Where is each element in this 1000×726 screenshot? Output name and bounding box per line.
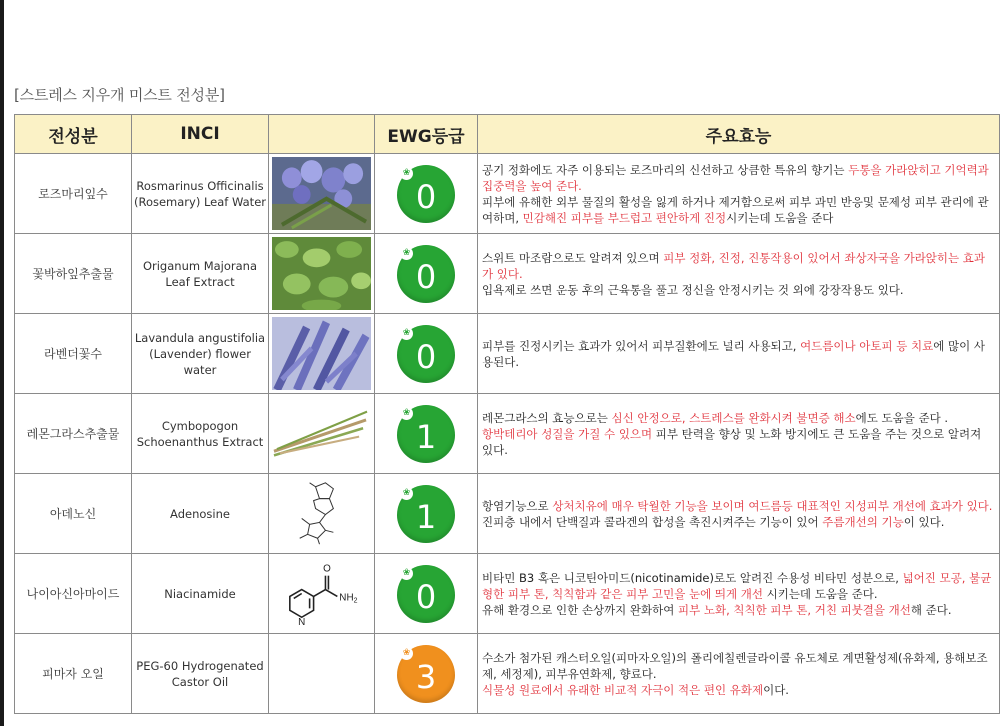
effect-highlight: 항박테리아 성질을 가질 수 있으며 [482, 426, 653, 441]
inci-line: Niacinamide [164, 586, 236, 601]
effect-highlight: 주름개선의 기능 [822, 514, 904, 529]
effect-text: 피부 탄력을 향상 및 노화 방지에도 큰 도움을 주는 것으로 알려져 있다. [482, 426, 982, 457]
effect-text: 에도 도움을 준다 . [855, 410, 949, 425]
ewg-grade-cell [375, 154, 478, 234]
effect-highlight: 피부 노화, 칙칙한 피부 톤, 거친 피붓결을 개선 [678, 602, 911, 617]
effect-text: 시키는데 도움을 준다 [726, 210, 834, 225]
header-image [269, 115, 375, 154]
ewg-grade: 3 [415, 657, 437, 696]
ewg-badge [397, 645, 455, 703]
ingredient-name: 꽃박하잎추출물 [15, 234, 132, 314]
ewg-grade: 0 [415, 177, 437, 216]
marjoram-image [272, 237, 371, 310]
ewg-badge [397, 325, 455, 383]
leaf-icon: ❀ [400, 487, 413, 500]
effect-text: 유해 환경으로 인한 손상까지 완화하여 [482, 602, 679, 617]
inci-name [132, 154, 269, 234]
effect-cell [478, 394, 1000, 474]
ewg-badge [397, 245, 455, 303]
effect-text: 공기 정화에도 자주 이용되는 로즈마리의 신선하고 상큼한 특유의 향기는 [482, 162, 849, 177]
effect-cell [478, 234, 1000, 314]
effect-text: 이 있다. [903, 514, 945, 529]
ingredient-name: 로즈마리잎수 [15, 154, 132, 234]
inci-name [132, 314, 269, 394]
effect-highlight: 민감해진 피부를 부드럽고 편안하게 진정 [522, 210, 727, 225]
effect-text: 진피층 내에서 단백질과 콜라겐의 합성을 촉진시켜주는 기능이 있어 [482, 514, 823, 529]
effect-text: 항염기능으로 [482, 498, 553, 513]
ingredient-image-cell [269, 314, 375, 394]
oxygen-label: O [323, 563, 331, 575]
ewg-grade: 1 [415, 497, 437, 536]
inci-name [132, 474, 269, 554]
nitrogen-label: N [298, 617, 306, 629]
ingredient-name: 나이아신아마이드 [15, 554, 132, 634]
ewg-grade-cell [375, 474, 478, 554]
effect-highlight: 피부 정화, 진정, 진통작용이 있어서 좌상자국을 가라앉히는 효과가 있다. [482, 250, 985, 281]
ewg-grade: 0 [415, 337, 437, 376]
leaf-icon: ❀ [400, 247, 413, 260]
table-row [15, 554, 1000, 634]
inci-line: Castor Oil [171, 674, 229, 689]
ewg-badge [397, 565, 455, 623]
header-inci: INCI [132, 115, 269, 154]
window-edge [0, 0, 4, 726]
table-row [15, 314, 1000, 394]
effect-cell [478, 634, 1000, 714]
inci-line: Cymbopogon [161, 418, 239, 433]
ingredient-name: 아데노신 [15, 474, 132, 554]
effect-text: 에 많이 사용된다. [482, 338, 985, 369]
ingredient-table [14, 114, 1000, 714]
ewg-badge [397, 405, 455, 463]
inci-line: Adenosine [170, 506, 230, 521]
table-row [15, 154, 1000, 234]
table-row [15, 634, 1000, 714]
ingredient-image-cell [269, 554, 375, 634]
inci-line: (Rosemary) Leaf Water [133, 194, 266, 209]
header-ewg: EWG등급 [375, 115, 478, 154]
inci-line: (Lavender) flower water [149, 346, 251, 377]
effect-highlight: 식물성 원료에서 유래한 비교적 자극이 적은 편인 유화제 [482, 682, 764, 697]
effect-text: 시키는데 도움을 준다. [762, 586, 878, 601]
ingredient-image-cell [269, 394, 375, 474]
effect-highlight: 상처치유에 매우 탁월한 기능을 보이며 여드름등 대표적인 지성피부 개선에 효과가 있다. [552, 498, 993, 513]
effect-text: 비타민 B3 혹은 니코틴아미드(nicotinamide)로도 알려진 수용성 비타민 성분으로, [482, 570, 903, 585]
ewg-grade-cell [375, 234, 478, 314]
leaf-icon: ❀ [400, 567, 413, 580]
effect-highlight: 넓어진 모공, 불균형한 피부 톤, 칙칙함과 같은 피부 고민을 눈에 띄게 개선 [482, 570, 992, 601]
inci-line: PEG-60 Hydrogenated [136, 658, 264, 673]
amine-label [339, 592, 357, 604]
inci-line: Lavandula angustifolia [134, 330, 266, 345]
effect-cell [478, 314, 1000, 394]
inci-name [132, 554, 269, 634]
effect-text: 피부를 진정시키는 효과가 있어서 피부질환에도 널리 사용되고, [482, 338, 801, 353]
leaf-icon: ❀ [400, 647, 413, 660]
table-row [15, 474, 1000, 554]
effect-text: 이다. [763, 682, 789, 697]
ingredient-image-cell [269, 634, 375, 714]
inci-name [132, 634, 269, 714]
table-row [15, 394, 1000, 474]
ingredient-image-cell [269, 154, 375, 234]
ingredient-image-cell [269, 234, 375, 314]
effect-highlight: 심신 안정으로, 스트레스를 완화시켜 불면증 해소 [611, 410, 856, 425]
ingredient-name: 라벤더꽃수 [15, 314, 132, 394]
effect-cell [478, 554, 1000, 634]
ewg-badge [397, 165, 455, 223]
ingredient-image-cell [269, 474, 375, 554]
effect-text: 수소가 첨가된 캐스터오일(피마자오일)의 폴리에칠렌글라이콜 유도체로 계면활성제(유화제, 용해보조제, 세정제), 피부유연화제, 향료다. [482, 650, 988, 681]
adenosine-structure [272, 477, 371, 550]
effect-text: 입욕제로 쓰면 운동 후의 근육통을 풀고 정신을 안정시키는 것 외에 강장작용도 있다. [482, 282, 904, 297]
header-effect: 주요효능 [478, 115, 1000, 154]
header-ingredient: 전성분 [15, 115, 132, 154]
ewg-grade-cell [375, 634, 478, 714]
leaf-icon: ❀ [400, 327, 413, 340]
inci-line: Origanum Majorana [142, 258, 258, 273]
niacinamide-structure [272, 557, 371, 630]
ewg-grade: 1 [415, 417, 437, 456]
ewg-grade-cell [375, 554, 478, 634]
lavender-image [272, 317, 371, 390]
amine-subscript: 2 [353, 597, 358, 605]
leaf-icon: ❀ [400, 407, 413, 420]
leaf-icon: ❀ [400, 167, 413, 180]
effect-text: 레몬그라스의 효능으로는 [482, 410, 612, 425]
effect-text: 스위트 마조람으로도 알려져 있으며 [482, 250, 664, 265]
inci-line: Rosmarinus Officinalis [136, 178, 264, 193]
effect-text: 피부에 유해한 외부 물질의 활성을 잃게 하거나 제거함으로써 피부 과민 반응및 문제성 피부 관리에 관여하며, [482, 194, 989, 225]
table-row [15, 234, 1000, 314]
lemongrass-image [272, 397, 371, 470]
ewg-badge [397, 485, 455, 543]
ewg-grade-cell [375, 394, 478, 474]
effect-cell [478, 474, 1000, 554]
ingredient-name: 피마자 오일 [15, 634, 132, 714]
effect-cell [478, 154, 1000, 234]
document-title: [스트레스 지우개 미스트 전성분] [14, 86, 225, 104]
inci-name [132, 234, 269, 314]
ewg-grade-cell [375, 314, 478, 394]
effect-highlight: 두통을 가라앉히고 기억력과 집중력을 높여 준다. [482, 162, 989, 193]
effect-text: 해 준다. [910, 602, 952, 617]
inci-line: Schoenanthus Extract [136, 434, 264, 449]
effect-highlight: 여드름이나 아토피 등 치료 [800, 338, 934, 353]
ewg-grade: 0 [415, 577, 437, 616]
inci-name [132, 394, 269, 474]
ewg-grade: 0 [415, 257, 437, 296]
rosemary-image [272, 157, 371, 230]
inci-line: Leaf Extract [165, 274, 235, 289]
ingredient-name: 레몬그라스추출물 [15, 394, 132, 474]
table-header-row [15, 115, 1000, 154]
amine-nh: NH [339, 592, 354, 604]
